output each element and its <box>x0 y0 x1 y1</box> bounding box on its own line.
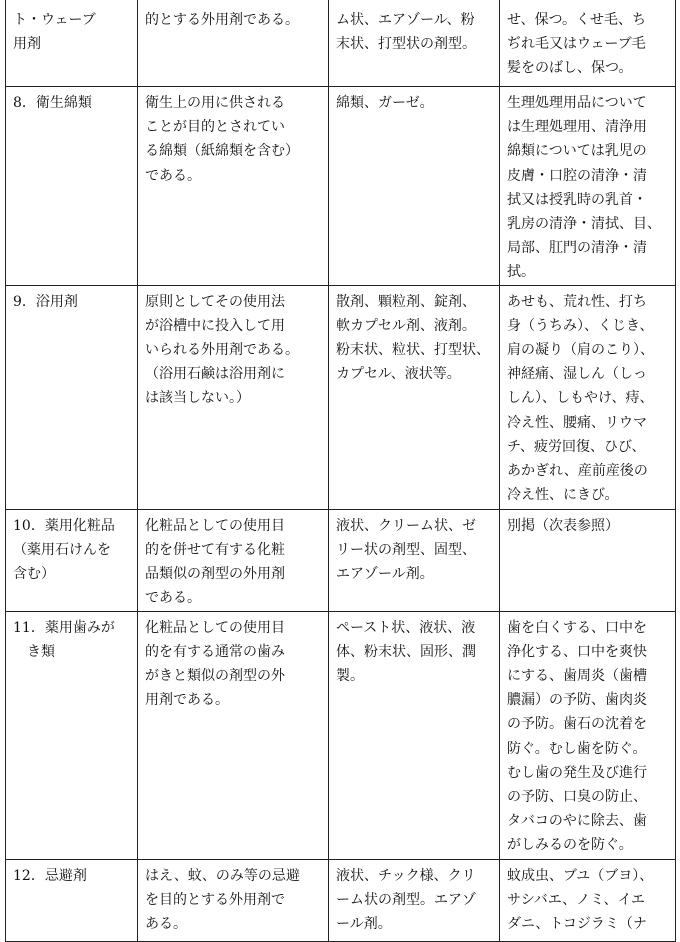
table-row <box>6 285 676 509</box>
cell-text-line: が浴槽中に投入して用 <box>145 317 285 334</box>
table-row <box>6 0 676 87</box>
cell-text-line: あせも、荒れ性、打ち <box>507 293 647 310</box>
cell-text-line: 粉末状、粒状、打型状、 <box>336 342 490 359</box>
category-name-cell <box>6 0 138 87</box>
cell-text-line: がしみるのを防ぐ。 <box>507 837 633 854</box>
cell-text-line: の予防。歯石の沈着を <box>507 716 647 733</box>
table-row <box>6 87 676 286</box>
definition-cell <box>138 0 329 87</box>
cell-text-line: カプセル、液状等。 <box>336 366 461 383</box>
category-name-cell <box>6 285 138 509</box>
cell-text-line: 冷え性、腰痛、リウマ <box>507 414 647 431</box>
cell-text-line: 局部、肛門の清浄・清 <box>507 240 647 257</box>
cell-text-line: 衛生上の用に供される <box>145 95 285 111</box>
cell-text-line: である。 <box>145 590 201 607</box>
category-name-cell <box>6 611 138 859</box>
cell-text-line: 皮膚・口腔の清浄・清 <box>507 167 647 184</box>
cell-text-line: しん）、しもやけ、痔、 <box>507 390 654 407</box>
cell-text-line: ム状、エアゾール、粉 <box>336 12 475 28</box>
cell-text-line: 軟カプセル剤、液剤。 <box>336 317 476 334</box>
cell-text-line: 的を有する通常の歯み <box>145 643 285 660</box>
cell-text-line: （浴用石鹸は浴用剤に <box>145 366 285 383</box>
cell-text-line: き類 <box>13 643 55 660</box>
cell-text-line: 生理処理用品について <box>507 95 647 111</box>
cell-text-line: 12．忌避剤 <box>13 867 87 884</box>
cell-text-line: （薬用石けんを <box>13 541 111 558</box>
cell-text-line: 散剤、顆粒剤、錠剤、 <box>336 293 476 310</box>
cell-text-line: 液状、チック様、クリ <box>336 867 476 884</box>
cell-text-line: 品類似の剤型の外用剤 <box>145 566 285 583</box>
cell-text-line: はえ、蚊、のみ等の忌避 <box>145 867 300 884</box>
cell-text-line: は該当しない。） <box>145 390 250 407</box>
cell-text-line: 蚊成虫、ブユ（ブヨ）、 <box>507 867 654 884</box>
cell-text-line: 歯を白くする、口中を <box>507 619 647 636</box>
cell-text-line: は生理処理用、清浄用 <box>507 119 647 136</box>
efficacy-cell <box>500 509 676 611</box>
cell-text-line: 末状、打型状の剤型。 <box>336 36 476 53</box>
cell-text-line: 拭又は授乳時の乳首・ <box>507 191 647 208</box>
cell-text-line: ダニ、トコジラミ（ナ <box>507 916 647 933</box>
dosage-form-cell <box>329 0 500 87</box>
definition-cell <box>138 87 329 286</box>
cell-text-line: 身（うちみ）、くじき、 <box>507 317 654 334</box>
cell-text-line: いられる外用剤である。 <box>145 342 299 359</box>
efficacy-cell <box>500 87 676 286</box>
cell-text-line: 含む） <box>13 566 55 583</box>
cell-text-line: 拭。 <box>507 264 535 281</box>
cell-text-line: る綿類（紙綿類を含む） <box>145 143 299 160</box>
cell-text-line: 肩の凝り（肩のこり）、 <box>507 342 654 359</box>
cell-text-line: ぢれ毛又はウェーブ毛 <box>507 36 646 53</box>
cell-text-line: 的を併せて有する化粧 <box>145 541 285 558</box>
cell-text-line: 8．衛生綿類 <box>13 95 92 111</box>
quasi-drug-category-table <box>5 0 676 942</box>
cell-text-line: 的とする外用剤である。 <box>145 12 299 28</box>
definition-cell <box>138 285 329 509</box>
cell-text-line: である。 <box>145 167 201 184</box>
dosage-form-cell <box>329 611 500 859</box>
cell-text-line: あかぎれ、産前産後の <box>507 463 648 480</box>
cell-text-line: 浄化する、口中を爽快 <box>507 643 647 660</box>
table-row <box>6 859 676 941</box>
efficacy-cell <box>500 859 676 941</box>
table-row <box>6 611 676 859</box>
cell-text-line: にする、歯周炎（歯槽 <box>507 668 647 685</box>
cell-text-line: 冷え性、にきび。 <box>507 487 619 504</box>
cell-text-line: 化粧品としての使用目 <box>145 517 285 534</box>
category-name-cell <box>6 859 138 941</box>
cell-text-line: せ、保つ。くせ毛、ち <box>507 12 647 28</box>
cell-text-line: ペースト状、液状、液 <box>336 619 476 636</box>
cell-text-line: チ、疲労回復、ひび、 <box>507 438 646 455</box>
cell-text-line: 10．薬用化粧品 <box>13 517 115 534</box>
cell-text-line: 防ぐ。むし歯を防ぐ。 <box>507 740 647 757</box>
cell-text-line: 綿類、ガーゼ。 <box>336 95 434 111</box>
category-name-cell <box>6 87 138 286</box>
definition-cell <box>138 859 329 941</box>
table-row <box>6 509 676 611</box>
cell-text-line: 用剤である。 <box>145 692 229 709</box>
cell-text-line: 膿漏）の予防、歯肉炎 <box>507 692 647 709</box>
cell-text-line: 用剤 <box>13 36 41 53</box>
cell-text-line: 11．薬用歯みが <box>13 619 115 636</box>
cell-text-line: 神経痛、湿しん（しっ <box>507 366 647 383</box>
cell-text-line: 髪をのばし、保つ。 <box>507 60 633 77</box>
cell-text-line: リー状の剤型、固型、 <box>336 541 476 558</box>
dosage-form-cell <box>329 859 500 941</box>
cell-text-line: むし歯の発生及び進行 <box>507 764 647 781</box>
cell-text-line: エアゾール剤。 <box>336 566 434 583</box>
dosage-form-cell <box>329 509 500 611</box>
cell-text-line: ール剤。 <box>336 916 392 933</box>
cell-text-line: の予防、口臭の防止、 <box>507 789 647 806</box>
category-name-cell <box>6 509 138 611</box>
cell-text-line: を目的とする外用剤で <box>145 891 285 908</box>
efficacy-cell <box>500 285 676 509</box>
efficacy-cell <box>500 611 676 859</box>
cell-text-line: 別掲（次表参照） <box>507 517 619 534</box>
efficacy-cell <box>500 0 676 87</box>
dosage-form-cell <box>329 285 500 509</box>
cell-text-line: 原則としてその使用法 <box>145 293 285 310</box>
cell-text-line: 綿類については乳児の <box>507 143 647 160</box>
cell-text-line: ある。 <box>145 916 187 933</box>
cell-text-line: ーム状の剤型。エアゾ <box>336 891 476 908</box>
cell-text-line: 液状、クリーム状、ゼ <box>336 517 476 534</box>
cell-text-line: ことが目的とされてい <box>145 119 285 136</box>
cell-text-line: 9．浴用剤 <box>13 293 78 310</box>
cell-text-line: ト・ウェーブ <box>13 12 96 28</box>
dosage-form-cell <box>329 87 500 286</box>
cell-text-line: 体、粉末状、固形、潤 <box>336 643 476 660</box>
cell-text-line: がきと類似の剤型の外 <box>145 668 285 685</box>
cell-text-line: 乳房の清浄・清拭、目、 <box>507 216 661 233</box>
cell-text-line: 化粧品としての使用目 <box>145 619 285 636</box>
cell-text-line: 製。 <box>336 668 364 685</box>
definition-cell <box>138 611 329 859</box>
cell-text-line: サシバエ、ノミ、イエ <box>507 891 646 908</box>
cell-text-line: タバコのやに除去、歯 <box>507 813 647 830</box>
definition-cell <box>138 509 329 611</box>
